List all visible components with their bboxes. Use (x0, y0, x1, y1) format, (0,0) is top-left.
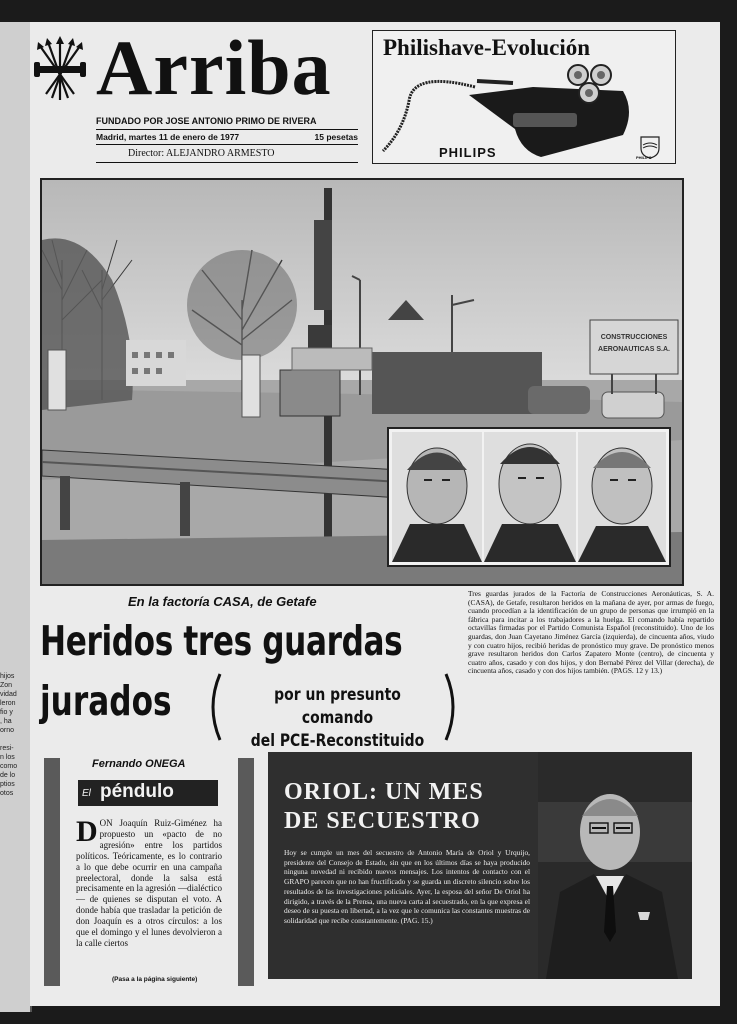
box-headline (284, 778, 484, 836)
lead-subheadline (249, 684, 425, 753)
column-text: ON Joaquín Ruiz-Giménez ha propuesto un «pacto de no agresión» entre los partidos políticos. Teóricamente, es lo contrario a lo que debe ocurrir en una campaña preelectoral, donde la salsa está precisamente en la agresión —dialéctico— de quienes se disputan el voto. A donde había que trasladar la petición de don Joaquín es a otros círculos: a los que el domingo y el lunes devolvieron a la calle ciertos (76, 818, 222, 948)
continued-note: (Pasa a la página siguiente) (112, 976, 198, 983)
subheadline-line: del PCE-Reconstituido (250, 731, 425, 751)
billboard-sign (590, 332, 678, 356)
lead-kicker: En la factoría CASA, de Getafe (128, 594, 317, 609)
column-article-body (76, 815, 222, 949)
lead-headline: Heridos tres guardas (40, 617, 403, 665)
issue-date: Madrid, martes 11 de enero de 1977 (96, 132, 240, 142)
billboard-line: AERONAUTICAS S.A. (598, 346, 670, 353)
column-section-banner (78, 780, 218, 806)
ad-logo-text: PHILIPS (636, 155, 652, 160)
masthead-rule-2 (96, 144, 358, 145)
column-rule-right (238, 758, 254, 986)
oriol-story-box (268, 752, 692, 979)
masthead-rule (96, 129, 358, 130)
column-author: Fernando ONEGA (92, 758, 186, 770)
newspaper-front-page (30, 22, 720, 1006)
box-headline-line: DE SECUESTRO (284, 808, 481, 834)
left-parenthesis (204, 672, 224, 742)
ad-title: Philishave-Evolución (383, 35, 591, 60)
portrait-illustration (538, 752, 692, 979)
ad-brand: PHILIPS (439, 145, 497, 160)
box-article-body: Hoy se cumple un mes del secuestro de Antonio María de Oriol y Urquijo, presidente del Consejo de Estado, sin que en los últimos días se haya producido ninguna novedad ni recibido nuevos mensajes. Los intentos de contacto con el GRAPO parecen que no han fructificado y se guarda un discreto silencio sobre los resultados de las investigaciones policiales. Ayer, la esposa del señor De Oriol ha dirigido, a través de la Prensa, una nueva carta al secuestrado, en la que expresa el deseo de su puesta en libertad, a la vez que le comunica las constantes muestras de solidaridad que recibe constantemente. (PAG. 15.) (284, 848, 530, 925)
masthead (96, 22, 358, 162)
founder-line: FUNDADO POR JOSE ANTONIO PRIMO DE RIVERA (96, 116, 317, 126)
lead-headline-line2: jurados (40, 677, 172, 725)
factory-scene-illustration (42, 180, 682, 584)
lead-article-body: Tres guardas jurados de la Factoría de Construcciones Aeronáuticas, S. A. (CASA), de Getafe, resultaron heridos en la mañana de ayer, por armas de fuego, cuando procedían a la identificación de un grupo de personas que irrumpió en la fábrica para incitar a los trabajadores a la huelga. El comando había repartido octavillas firmadas por el Partido Comunista Español (reconstituido). Uno de los guardas, don Juan Cayetano Jiménez García (izquierda), de cincuenta años, viudo y con cuatro hijos, recibió heridas de pronóstico muy grave. De pronóstico menos grave resultaron heridos don Carlos Zapatero Monte (centro), de cincuenta y cuatro años, casado y con dos hijos, y don Bernabé Pérez del Villar (derecha), de cincuenta años, casado y con dos hijos también. (PAGS. 12 y 13.) (468, 589, 714, 676)
column-rule-left (44, 758, 60, 986)
electric-shaver-icon (373, 61, 673, 161)
section-prefix: El (82, 788, 91, 799)
box-headline-line: ORIOL: UN MES (284, 779, 484, 805)
newspaper-title: Arriba (96, 24, 332, 111)
section-name: péndulo (100, 781, 174, 802)
yoke-arrows-icon (34, 36, 86, 106)
issue-price: 15 pesetas (314, 132, 358, 142)
director-line: Director: ALEJANDRO ARMESTO (128, 148, 275, 159)
right-parenthesis (442, 672, 462, 742)
drop-cap: D (76, 815, 98, 848)
adjacent-page-text: hijos Zon vidad leron fio y , ha orno resi- n los como de lo ptios otos (0, 673, 18, 797)
oriol-portrait-photo (538, 752, 692, 979)
masthead-rule-3 (96, 162, 358, 163)
shaver-advertisement (372, 30, 676, 164)
factory-entrance-photo (40, 178, 684, 586)
subheadline-line: por un presunto comando (274, 685, 401, 728)
billboard-line: CONSTRUCCIONES (600, 334, 668, 341)
adjacent-page-edge (0, 22, 32, 1012)
